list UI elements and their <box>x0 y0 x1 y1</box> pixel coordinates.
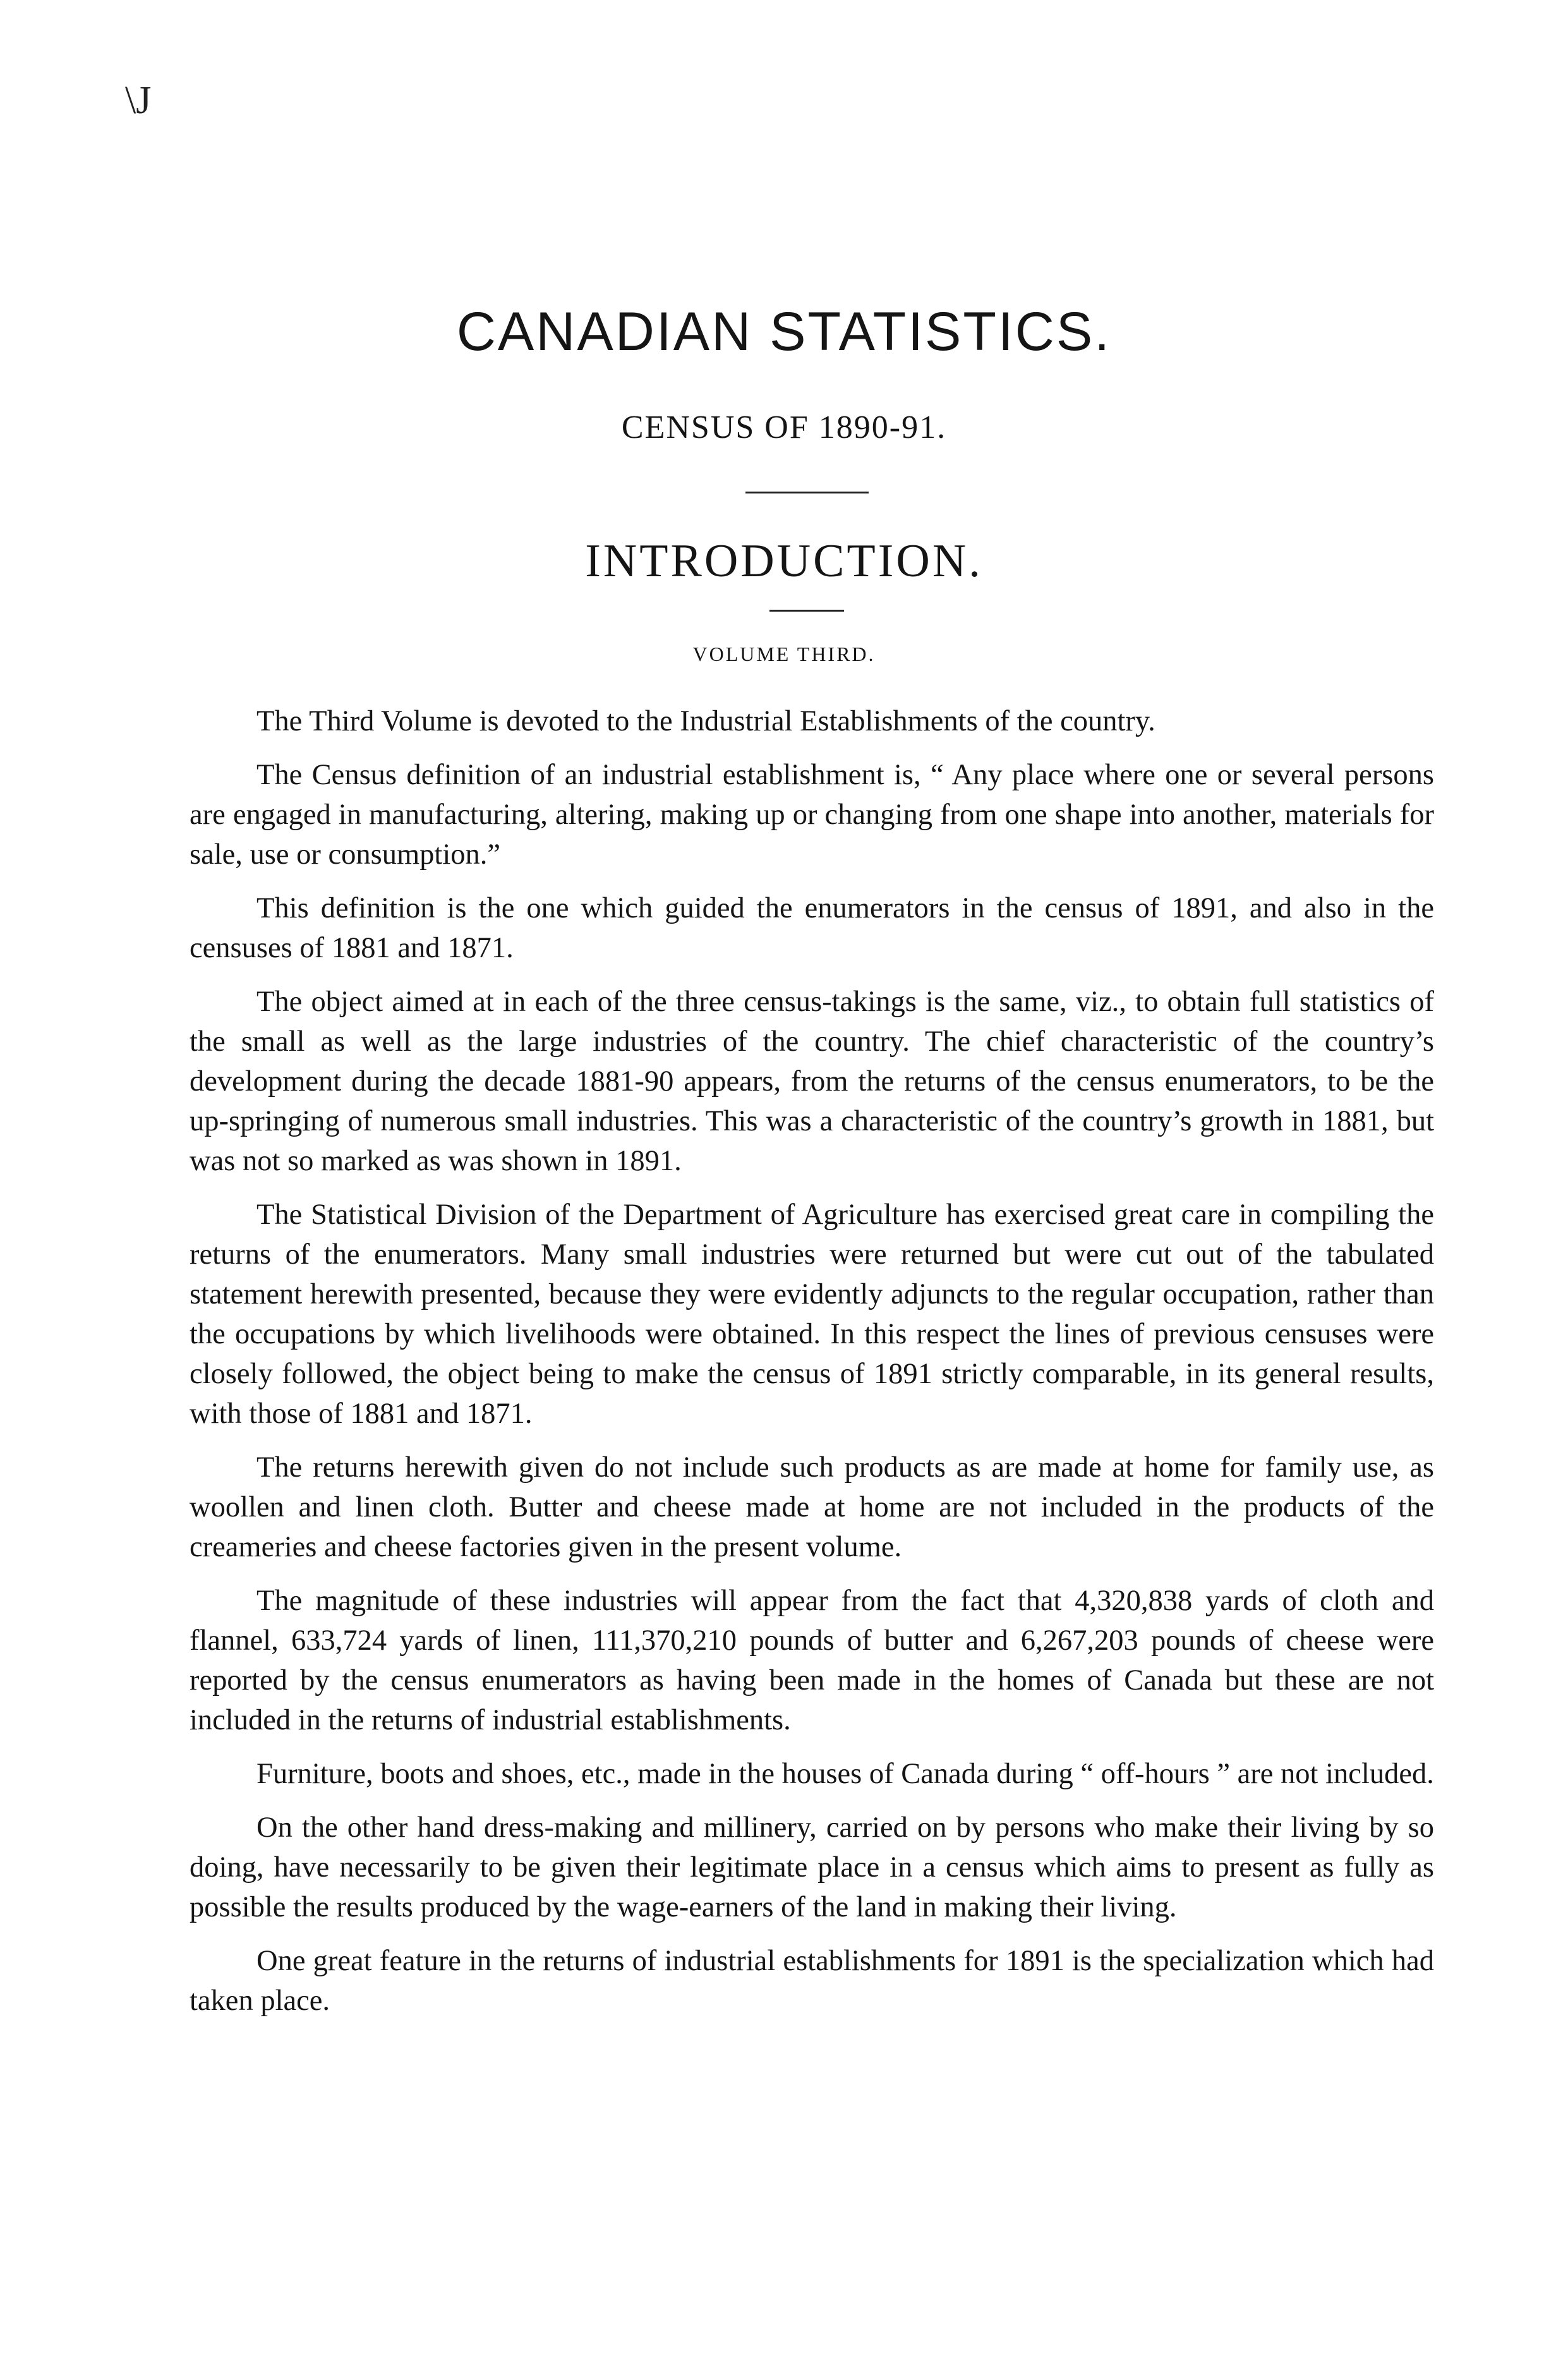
paragraph: The Census definition of an industrial establishment is, “ Any place where one or several persons are engaged in manufacturing, altering, making up or changing from one shape into another, materials for sale, use or consumption.” <box>190 759 1434 871</box>
body-text <box>190 701 1434 2035</box>
volume-label: VOLUME THIRD. <box>692 643 876 665</box>
paragraph: The Statistical Division of the Department of Agriculture has exercised great care in compiling the returns of the enumerators. Many small industries were returned but were cut out of the tabulated statement herewith presented, because they were evidently adjuncts to the regular occupation, rather than the occupations by which livelihoods were obtained. In this respect the lines of previous censuses were closely followed, the object being to make the census of 1891 strictly comparable, in its general results, with those of 1881 and 1871. <box>190 1199 1434 1430</box>
divider-rule <box>769 610 844 612</box>
divider-rule <box>745 492 869 493</box>
corner-handwritten-mark: \J <box>125 79 152 122</box>
paragraph: Furniture, boots and shoes, etc., made in the houses of Canada during “ off-hours ” are not included. <box>256 1758 1434 1790</box>
section-heading: INTRODUCTION. <box>585 535 983 587</box>
paragraph: On the other hand dress-making and millinery, carried on by persons who make their living by so doing, have necessarily to be given their legitimate place in a census which aims to present as fully as possible the results produced by the wage-earners of the land in making their living. <box>190 1812 1434 1923</box>
paragraph: One great feature in the returns of industrial establishments for 1891 is the specialization which had taken place. <box>190 1945 1434 2017</box>
paragraph: The magnitude of these industries will appear from the fact that 4,320,838 yards of cloth and flannel, 633,724 yards of linen, 111,370,210 pounds of butter and 6,267,203 pounds of cheese were reported by the census enumerators as having been made in the homes of Canada but these are not included in the returns of industrial establishments. <box>190 1585 1434 1736</box>
paragraph: The returns herewith given do not include such products as are made at home for family use, as woollen and linen cloth. Butter and cheese made at home are not included in the products of the creameries and cheese factories given in the present volume. <box>190 1451 1434 1563</box>
paragraph: The object aimed at in each of the three census-takings is the same, viz., to obtain full statistics of the small as well as the large industries of the country. The chief characteristic of the country’s development during the decade 1881-90 appears, from the returns of the census enumerators, to be the up-springing of numerous small industries. This was a characteristic of the country’s growth in 1881, but was not so marked as was shown in 1891. <box>190 986 1434 1177</box>
paragraph: This definition is the one which guided the enumerators in the census of 1891, and also in the censuses of 1881 and 1871. <box>190 892 1434 964</box>
page-title: CANADIAN STATISTICS. <box>456 301 1112 362</box>
paragraph: The Third Volume is devoted to the Industrial Establishments of the country. <box>256 705 1155 737</box>
census-subtitle: CENSUS OF 1890-91. <box>621 409 947 445</box>
